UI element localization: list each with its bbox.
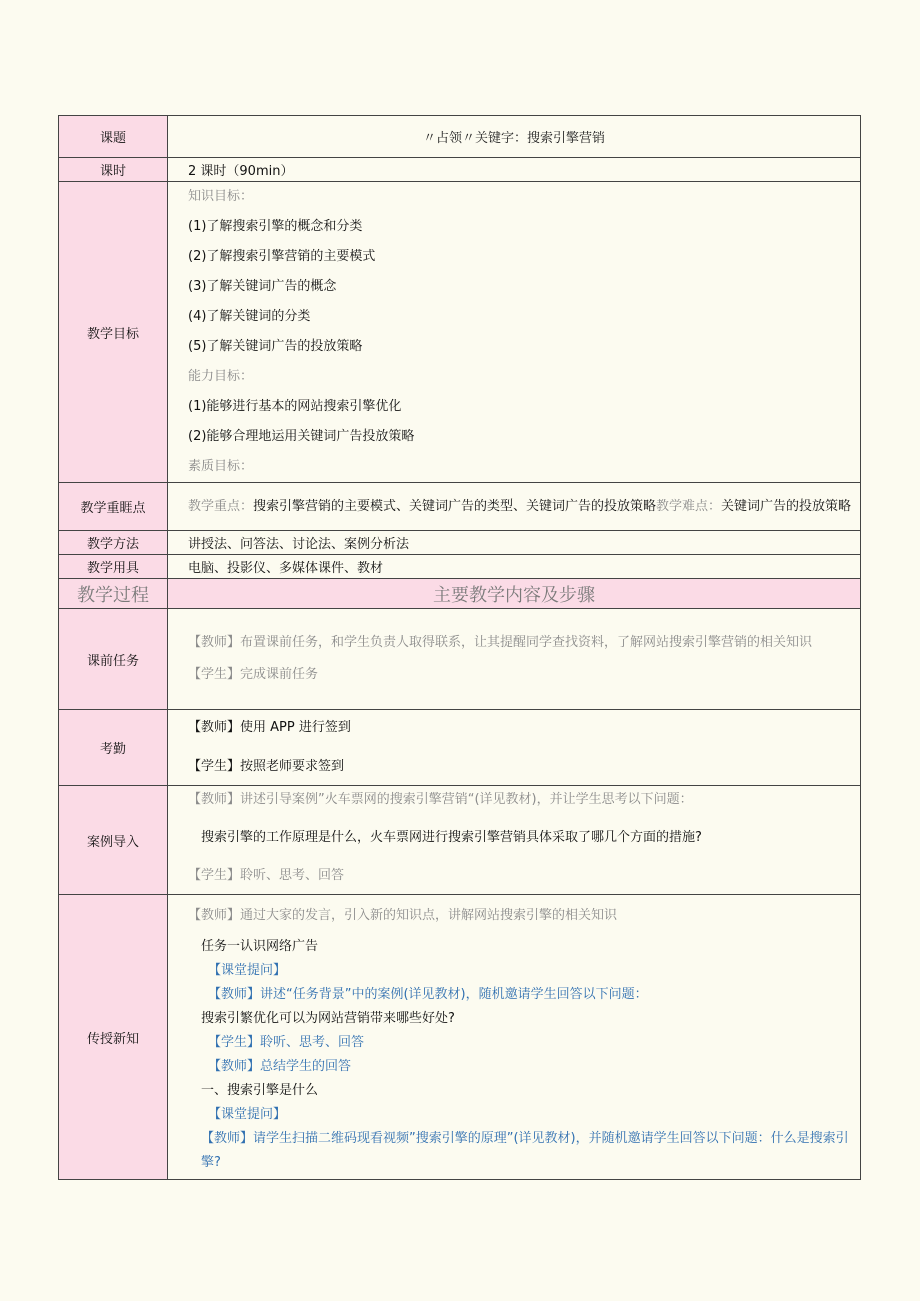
pre-task-teacher: 【教师】布置课前任务，和学生负责人取得联系，让其提醒同学查找资料，了解网站搜索引擎营销的相关知识 [188,635,813,650]
label-title: 课题 [59,116,168,158]
difficult-text: 关键词广告的投放策略 [721,498,852,514]
knowledge-line-text: 【教师】请学生扫描二维码现看视频”搜索引擎的原理”(详见教材)，并随机邀请学生回答以下问题：什么是搜索引擎? [201,1131,849,1170]
knowledge-item: (3)了解关键词广告的概念 [188,279,337,294]
pre-task-student: 【学生】完成课前任务 [188,667,319,682]
case-question: 搜索引擎的工作原理是什么，火车票网进行搜索引擎营销具体采取了哪几个方面的措施? [201,830,702,845]
row-title [59,116,861,158]
key-points-content [168,483,861,531]
row-process-header [59,579,861,609]
label-attendance: 考勤 [59,710,168,786]
row-key-points [59,483,861,531]
row-methods [59,531,861,555]
knowledge-heading: 知识目标： [188,189,254,204]
ability-item: (1)能够进行基本的网站搜索引擎优化 [188,399,402,414]
knowledge-item: (5)了解关键词广告的投放策略 [188,339,363,354]
label-case-intro: 案例导入 [59,786,168,895]
attendance-teacher: 【教师】使用 APP 进行签到 [188,720,351,735]
attendance-content [168,710,861,786]
methods-value: 讲授法、问答法、讨论法、案例分析法 [168,531,861,555]
pre-task-content [168,609,861,710]
process-header: 主要教学内容及步骤 [168,579,861,609]
row-pre-task [59,609,861,710]
row-new-knowledge [59,895,861,1180]
label-methods: 教学方法 [59,531,168,555]
knowledge-line: 【学生】聆听、思考、回答 [208,1035,365,1050]
key-prefix: 教学重点： [188,498,254,514]
new-knowledge-content [168,895,861,1180]
case-student: 【学生】聆听、思考、回答 [188,868,345,883]
row-attendance [59,710,861,786]
label-tools: 教学用具 [59,555,168,579]
knowledge-line: 【课堂提问】 [208,963,287,978]
knowledge-item: (2)了解搜索引擎营销的主要模式 [188,249,376,264]
case-intro-content [168,786,861,895]
lesson-title: 〃占领〃关键字：搜索引擎营销 [168,116,861,158]
key-text: 搜索引擎营销的主要模式、关键词广告的类型、关键词广告的投放策略 [253,498,657,514]
knowledge-line: 【教师】总结学生的回答 [208,1059,352,1074]
knowledge-line: 【教师】讲述“任务背景”中的案例(详见教材)，随机邀请学生回答以下问题： [208,987,648,1002]
knowledge-line: 一、搜索引擎是什么 [201,1083,319,1098]
knowledge-line: 任务一认识网络广告 [201,939,319,954]
ability-item: (2)能够合理地运用关键词广告投放策略 [188,429,415,444]
ability-heading: 能力目标： [188,369,254,384]
knowledge-line: 搜索引繁优化可以为网站营销带来哪些好处? [201,1011,455,1026]
label-hours: 课时 [59,158,168,182]
goals-content [168,182,861,483]
label-pre-task: 课前任务 [59,609,168,710]
case-teacher: 【教师】讲述引导案例”火车票网的搜索引擎营销“(详见教材)，并让学生思考以下问题： [188,792,693,807]
knowledge-item: (1)了解搜索引擎的概念和分类 [188,219,363,234]
label-process: 教学过程 [59,579,168,609]
knowledge-item: (4)了解关键词的分类 [188,309,311,324]
row-case-intro [59,786,861,895]
hours-value: 2 课时（90min） [168,158,861,182]
knowledge-line: 【课堂提问】 [208,1107,287,1122]
row-tools [59,555,861,579]
label-new-knowledge: 传授新知 [59,895,168,1180]
knowledge-line: 【教师】通过大家的发言，引入新的知识点，讲解网站搜索引擎的相关知识 [188,908,618,923]
difficult-prefix: 教学难点： [656,498,722,514]
attendance-student: 【学生】按照老师要求签到 [188,759,345,774]
knowledge-line [188,1127,850,1175]
row-hours [59,158,861,182]
quality-heading: 素质目标： [188,459,254,474]
tools-value: 电脑、投影仪、多媒体课件、教材 [168,555,861,579]
lesson-plan-table [58,115,861,1180]
row-goals [59,182,861,483]
label-key-points: 教学重睚点 [59,483,168,531]
label-goals: 教学目标 [59,182,168,483]
